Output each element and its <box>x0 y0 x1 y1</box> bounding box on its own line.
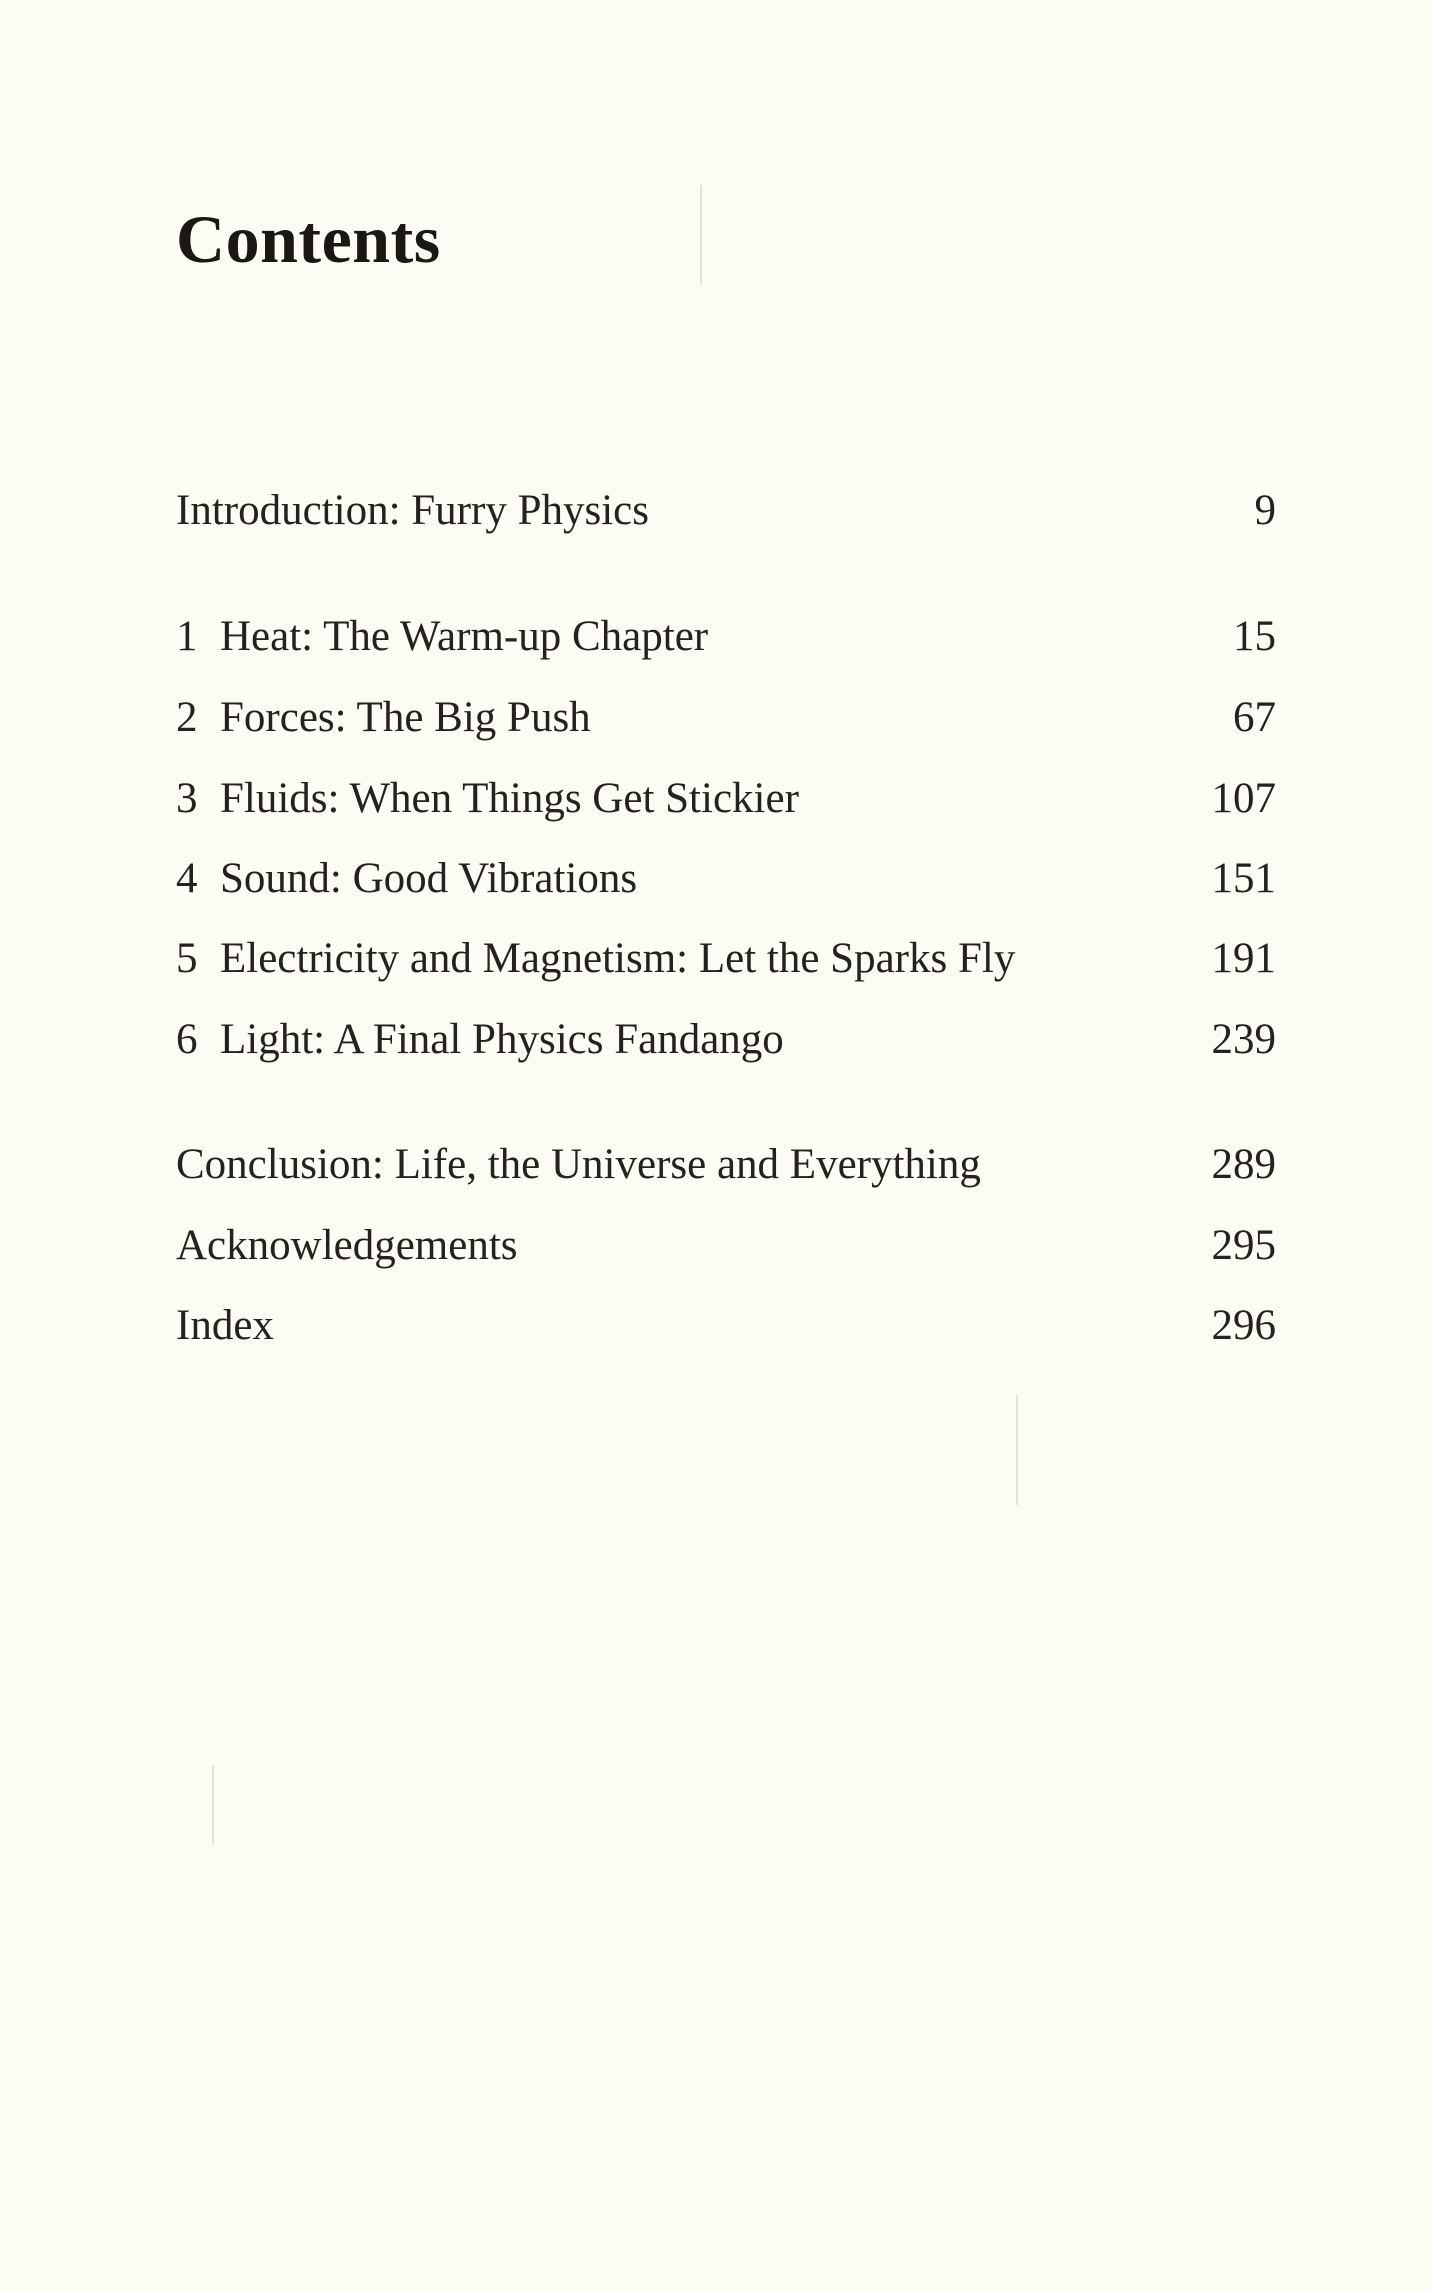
page-number: 67 <box>1233 694 1276 741</box>
chapter-title: Heat: The Warm-up Chapter <box>220 613 709 660</box>
page-number: 191 <box>1211 935 1276 982</box>
page-title: Contents <box>176 201 441 277</box>
page-number: 107 <box>1211 775 1276 822</box>
chapter-number: 6 <box>176 1016 198 1063</box>
entry-title: Index <box>176 1302 274 1349</box>
toc-entry-introduction[interactable] <box>176 481 1276 541</box>
toc-entry-chapter-5[interactable] <box>176 929 1276 989</box>
scan-mark <box>700 185 702 285</box>
toc-entry-conclusion[interactable] <box>176 1135 1276 1195</box>
page-number: 9 <box>1254 487 1276 534</box>
toc-entry-chapter-6[interactable] <box>176 1010 1276 1070</box>
toc-entry-chapter-1[interactable] <box>176 607 1276 667</box>
toc-entry-acknowledgements[interactable] <box>176 1216 1276 1276</box>
chapter-number: 3 <box>176 775 198 822</box>
chapter-number: 5 <box>176 935 198 982</box>
chapter-title: Fluids: When Things Get Stickier <box>220 775 799 822</box>
page-number: 295 <box>1211 1222 1276 1269</box>
chapter-title: Electricity and Magnetism: Let the Sparks Fly <box>220 935 1016 982</box>
toc-entry-chapter-3[interactable] <box>176 769 1276 829</box>
scan-mark <box>1016 1395 1018 1505</box>
toc-entry-chapter-2[interactable] <box>176 688 1276 748</box>
chapter-title: Sound: Good Vibrations <box>220 855 638 902</box>
scan-mark <box>212 1765 214 1845</box>
page-number: 15 <box>1233 613 1276 660</box>
chapter-number: 4 <box>176 855 198 902</box>
entry-title: Introduction: Furry Physics <box>176 487 649 534</box>
page-number: 296 <box>1211 1302 1276 1349</box>
chapter-number: 1 <box>176 613 198 660</box>
entry-title: Conclusion: Life, the Universe and Everything <box>176 1141 981 1188</box>
entry-title: Acknowledgements <box>176 1222 518 1269</box>
toc-entry-index[interactable] <box>176 1296 1276 1356</box>
page-number: 289 <box>1211 1141 1276 1188</box>
chapter-title: Forces: The Big Push <box>220 694 591 741</box>
page-number: 151 <box>1211 855 1276 902</box>
page-number: 239 <box>1211 1016 1276 1063</box>
toc-entry-chapter-4[interactable] <box>176 849 1276 909</box>
chapter-title: Light: A Final Physics Fandango <box>220 1016 784 1063</box>
chapter-number: 2 <box>176 694 198 741</box>
